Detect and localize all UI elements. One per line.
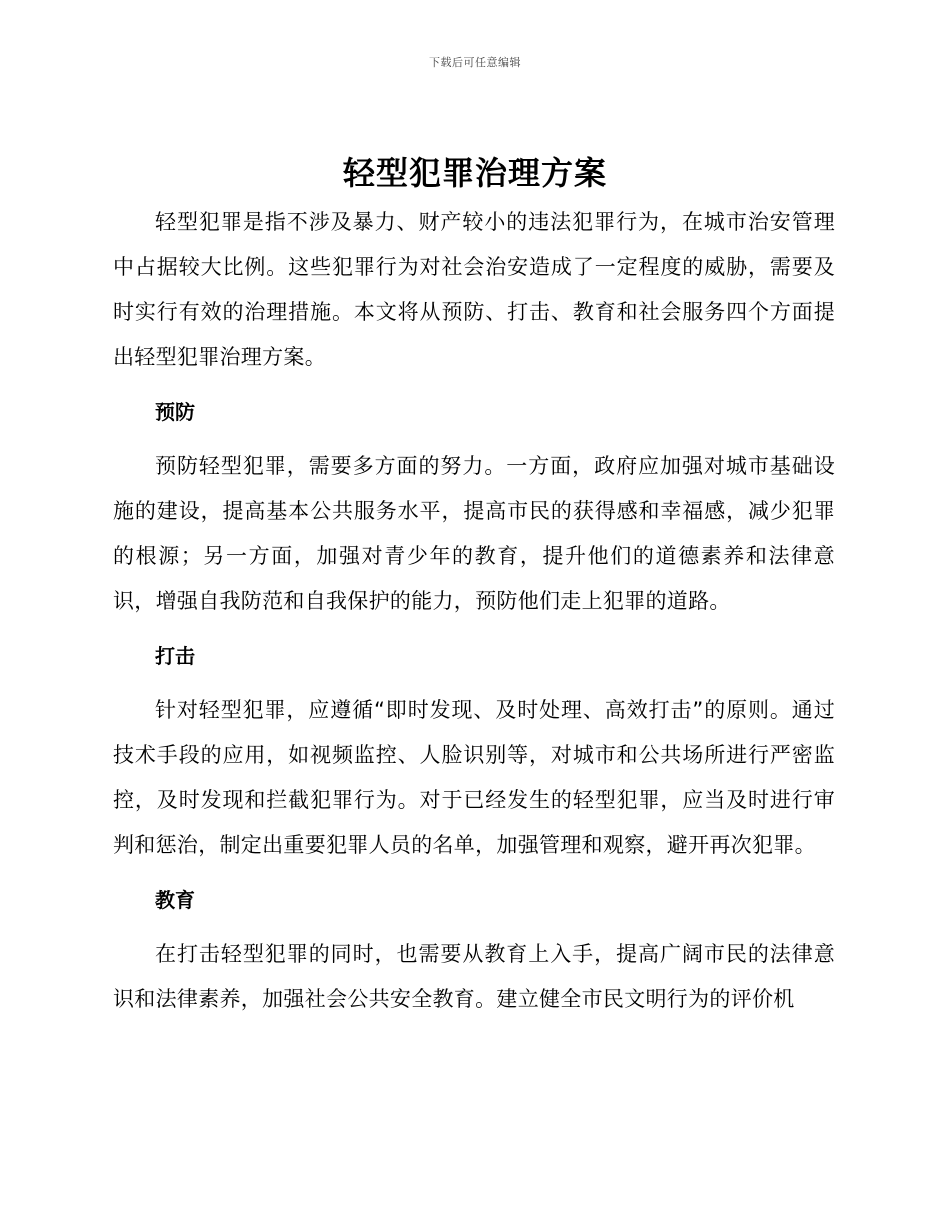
section-body-prevention: 预防轻型犯罪，需要多方面的努力。一方面，政府应加强对城市基础设施的建设，提高基本公共服务水平，提高市民的获得感和幸福感，减少犯罪的根源；另一方面，加强对青少年的教育，提升他们的道德素养和法律意识，增强自我防范和自我保护的能力，预防他们走上犯罪的道路。: [113, 454, 835, 613]
section-heading-education: 教育: [155, 888, 195, 912]
intro-paragraph: 轻型犯罪是指不涉及暴力、财产较小的违法犯罪行为，在城市治安管理中占据较大比例。这些犯罪行为对社会治安造成了一定程度的威胁，需要及时实行有效的治理措施。本文将从预防、打击、教育和社会服务四个方面提出轻型犯罪治理方案。: [113, 210, 835, 369]
section-heading-prevention: 预防: [155, 400, 195, 424]
document-title: 轻型犯罪治理方案: [342, 154, 607, 192]
header-note: 下载后可任意编辑: [429, 56, 521, 69]
document-body: [113, 200, 835, 1022]
section-body-education: 在打击轻型犯罪的同时，也需要从教育上入手，提高广阔市民的法律意识和法律素养，加强社会公共安全教育。建立健全市民文明行为的评价机: [113, 942, 835, 1011]
section-body-crackdown: 针对轻型犯罪，应遵循“即时发现、及时处理、高效打击”的原则。通过技术手段的应用，如视频监控、人脸识别等，对城市和公共场所进行严密监控，及时发现和拦截犯罪行为。对于已经发生的轻型犯罪，应当及时进行审判和惩治，制定出重要犯罪人员的名单，加强管理和观察，避开再次犯罪。: [113, 698, 835, 857]
section-heading-crackdown: 打击: [155, 644, 195, 668]
